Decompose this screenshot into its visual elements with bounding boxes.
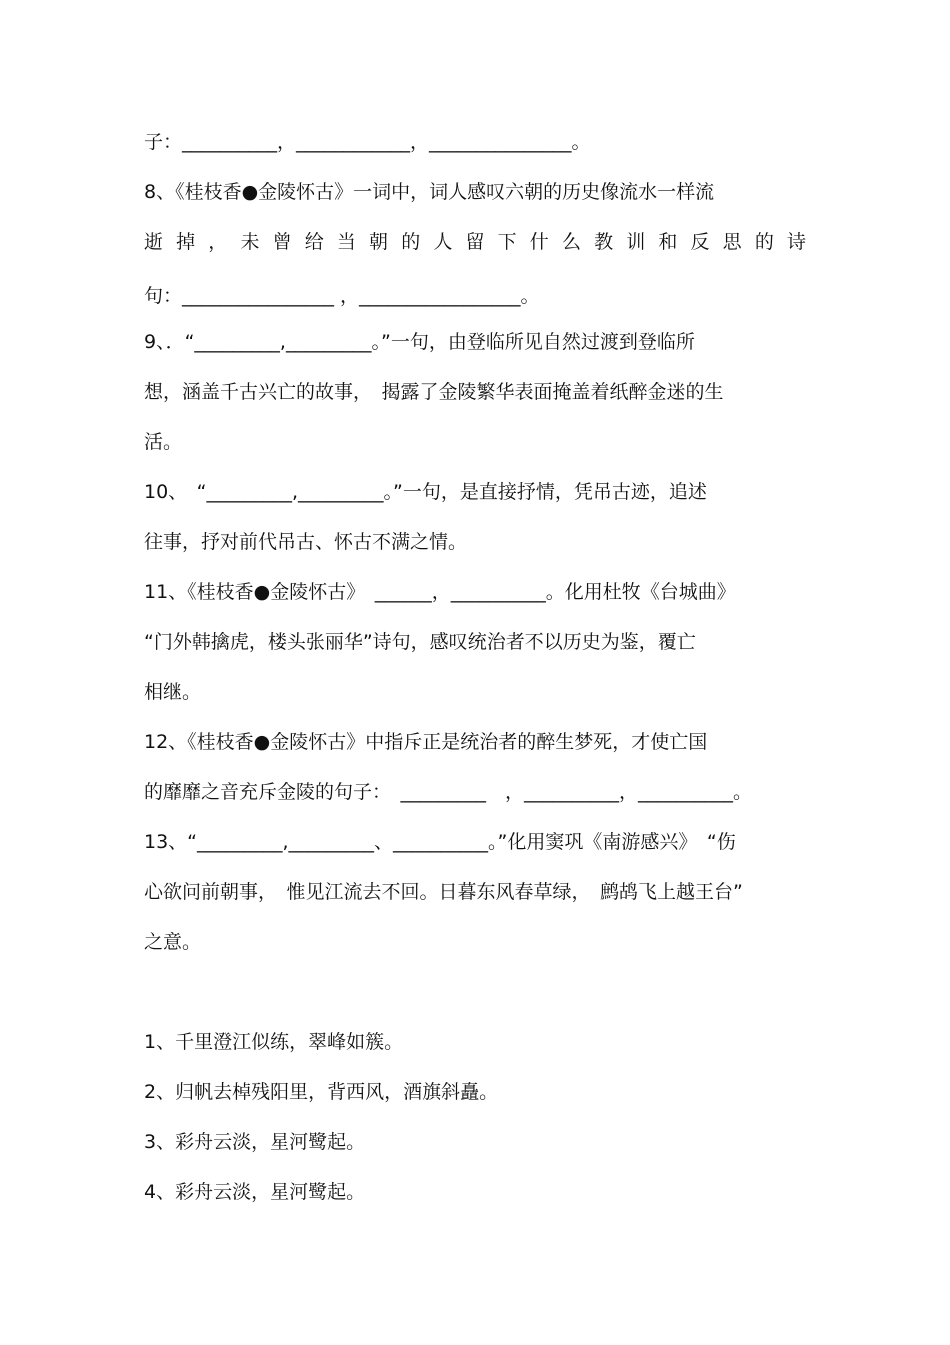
answer-item: 4、彩舟云淡，星河鹭起。 (144, 1181, 366, 1203)
question-9-line-3: 活。 (144, 431, 183, 453)
question-13-line-1: 13、“_________,_________、__________。”化用窦巩《南游感兴》 “伤 (144, 831, 736, 853)
question-12-line-1: 12、《桂枝香●金陵怀古》中指斥正是统治者的醉生梦死，才使亡国 (144, 731, 708, 753)
question-7-line-3: 子：__________，____________，_______________。 (144, 131, 591, 153)
question-10-line-2: 往事，抒对前代吊古、怀古不满之情。 (144, 531, 468, 553)
question-10-line-1: 10、 “_________,_________。”一句，是直接抒情，凭吊古迹，追述 (144, 481, 707, 503)
question-8-line-1: 8、《桂枝香●金陵怀古》一词中，词人感叹六朝的历史像流水一样流 (144, 181, 715, 203)
answer-item: 2、归帆去棹残阳里，背西风，酒旗斜矗。 (144, 1081, 499, 1103)
answer-item: 1、千里澄江似练，翠峰如簇。 (144, 1031, 404, 1053)
question-12-line-2: 的靡靡之音充斥金陵的句子： _________ ，__________，__________。 (144, 781, 753, 803)
question-11-line-1: 11、《桂枝香●金陵怀古》 ______，__________。化用杜牧《台城曲》 (144, 581, 736, 603)
question-11-line-2: “门外韩擒虎，楼头张丽华”诗句，感叹统治者不以历史为鉴，覆亡 (144, 631, 696, 653)
question-9-line-1: 9、．“_________,_________。”一句，由登临所见自然过渡到登临所 (144, 331, 695, 353)
question-8-line-3: 句：________________ ，_________________。 (144, 285, 540, 307)
question-13-line-2: 心欲问前朝事， 惟见江流去不回。日暮东风春草绿， 鹧鸪飞上越王台” (144, 881, 743, 903)
answer-item: 3、彩舟云淡，星河鹭起。 (144, 1131, 366, 1153)
question-9-line-2: 想，涵盖千古兴亡的故事， 揭露了金陵繁华表面掩盖着纸醉金迷的生 (144, 381, 724, 403)
question-13-line-3: 之意。 (144, 931, 202, 953)
question-8-line-2: 逝掉，未曾给当朝的人留下什么教训和反思的诗 (144, 231, 806, 253)
question-11-line-3: 相继。 (144, 681, 202, 703)
